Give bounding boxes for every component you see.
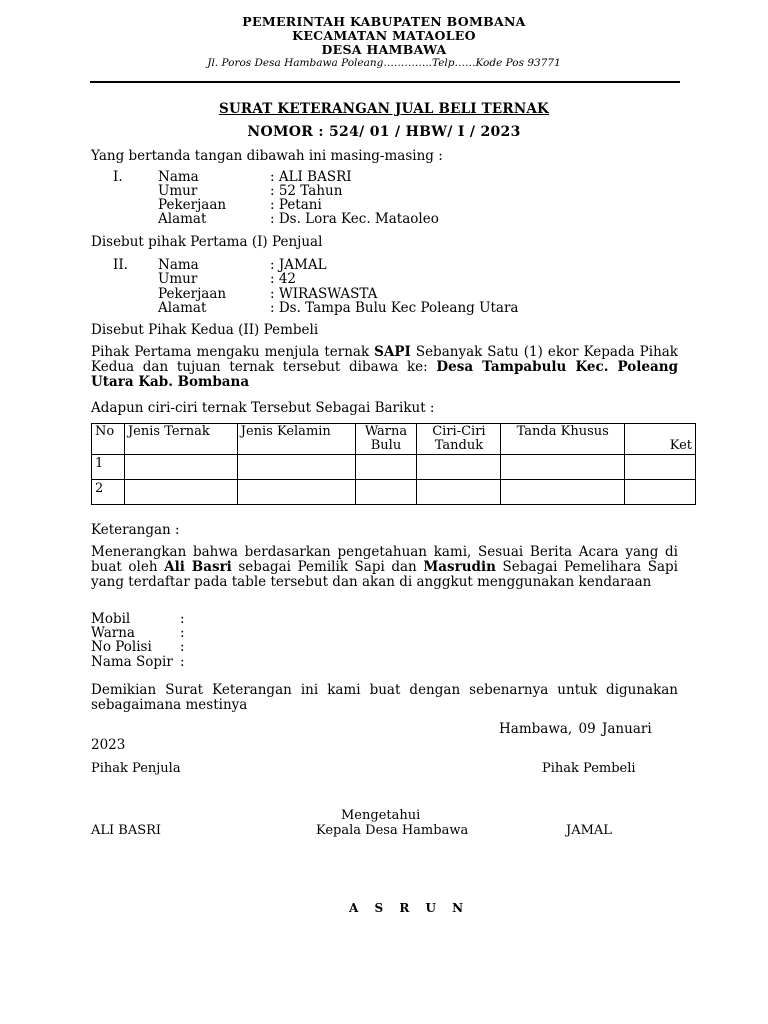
party-one-address-value: : Ds. Lora Kec. Mataoleo: [270, 211, 439, 227]
buyer-name: JAMAL: [566, 823, 612, 838]
table-cell: [417, 480, 501, 505]
table-cell: [501, 480, 625, 505]
party-one-numeral: I.: [113, 169, 123, 185]
vehicle-car-colon: :: [180, 611, 185, 627]
vehicle-car-label: Mobil: [91, 611, 131, 627]
table-cell: [417, 455, 501, 480]
notes-text-2: sebagai Pemilik Sapi dan: [231, 559, 424, 575]
seller-name: ALI BASRI: [91, 823, 162, 838]
notes-owner-name: Ali Basri: [164, 559, 232, 575]
statement-livestock: SAPI: [374, 344, 411, 360]
table-cell: [124, 455, 237, 480]
col-header-no: No: [92, 424, 125, 455]
party-one-job-label: Pekerjaan: [158, 197, 227, 213]
notes-label: Keterangan :: [91, 522, 180, 538]
col-header-livestock-type: Jenis Ternak: [124, 424, 237, 455]
party-two-address-label: Alamat: [158, 300, 207, 316]
statement-text-1: Pihak Pertama mengaku menjula ternak: [91, 344, 375, 360]
closing-paragraph: Demikian Surat Keterangan ini kami buat dengan sebenarnya untuk digunakan sebagaimana mestinya: [91, 682, 678, 713]
vehicle-plate-colon: :: [180, 639, 185, 655]
buyer-role: Pihak Pembeli: [542, 761, 636, 776]
table-cell: [355, 480, 417, 505]
col-header-horn: Ciri-Ciri Tanduk: [417, 424, 501, 455]
vehicle-color-colon: :: [180, 625, 185, 641]
witness-name: A S R U N: [349, 901, 470, 915]
statement-text-2: Sebanyak Satu (1) ekor Kepada Pihak Kedua dan tujuan ternak tersebut dibawa ke:: [91, 344, 678, 375]
witness-label: Mengetahui: [341, 808, 421, 823]
party-two-address-value: : Ds. Tampa Bulu Kec Poleang Utara: [270, 300, 519, 316]
notes-text-3: Sebagai Pemelihara Sapi yang terdaftar pada table tersebut dan akan di anggkut menggunakan kendaraan: [91, 559, 678, 590]
letter-number: NOMOR : 524/ 01 / HBW/ I / 2023: [247, 124, 521, 140]
party-two-job-value: : WIRASWASTA: [270, 286, 378, 302]
party-one-name-label: Nama: [158, 169, 199, 185]
table-row: [92, 455, 696, 480]
table-cell: [124, 480, 237, 505]
col-header-notes: Ket: [625, 424, 696, 455]
livestock-table: [91, 423, 696, 505]
party-two-age-value: : 42: [270, 271, 297, 287]
party-one-age-value: : 52 Tahun: [270, 183, 343, 199]
table-cell: [237, 455, 355, 480]
table-header-row: [92, 424, 696, 455]
notes-text-1: Menerangkan bahwa berdasarkan pengetahuan kami, Sesuai Berita Acara yang di buat oleh: [91, 544, 678, 575]
party-two-numeral: II.: [113, 257, 128, 273]
party-one-role: Disebut pihak Pertama (I) Penjual: [91, 234, 323, 250]
header-divider: [90, 81, 680, 83]
vehicle-plate-label: No Polisi: [91, 639, 152, 655]
place-date: Hambawa, 09 Januari: [499, 721, 652, 737]
table-cell: [355, 455, 417, 480]
table-cell: [625, 480, 696, 505]
vehicle-driver-colon: :: [180, 654, 185, 670]
header-village: DESA HAMBAWA: [321, 42, 447, 57]
party-one-name-value: : ALI BASRI: [270, 169, 352, 185]
letter-title: SURAT KETERANGAN JUAL BELI TERNAK: [219, 101, 549, 117]
col-header-sex: Jenis Kelamin: [237, 424, 355, 455]
table-cell: 2: [92, 480, 125, 505]
witness-role: Kepala Desa Hambawa: [316, 823, 469, 838]
characteristics-intro: Adapun ciri-ciri ternak Tersebut Sebagai Barikut :: [91, 400, 435, 416]
table-row: [92, 480, 696, 505]
party-two-role: Disebut Pihak Kedua (II) Pembeli: [91, 322, 319, 338]
notes-keeper-name: Masrudin: [423, 559, 496, 575]
table-cell: [625, 455, 696, 480]
party-one-job-value: : Petani: [270, 197, 322, 213]
party-two-age-label: Umur: [158, 271, 198, 287]
header-district: KECAMATAN MATAOLEO: [292, 28, 476, 43]
sale-statement: [91, 345, 678, 390]
party-two-name-label: Nama: [158, 257, 199, 273]
statement-destination: Desa Tampabulu Kec. Poleang Utara Kab. Bombana: [91, 359, 679, 390]
header-government: PEMERINTAH KABUPATEN BOMBANA: [242, 14, 526, 29]
vehicle-driver-label: Nama Sopir: [91, 654, 173, 670]
table-cell: [501, 455, 625, 480]
col-header-special-mark: Tanda Khusus: [501, 424, 625, 455]
party-one-address-label: Alamat: [158, 211, 207, 227]
notes-paragraph: [91, 545, 678, 590]
table-cell: 1: [92, 455, 125, 480]
header-address: Jl. Poros Desa Hambawa Poleang…………..Telp……Kode Pos 93771: [207, 57, 561, 69]
party-two-job-label: Pekerjaan: [158, 286, 227, 302]
table-cell: [237, 480, 355, 505]
intro-text: Yang bertanda tangan dibawah ini masing-masing :: [91, 148, 443, 164]
col-header-color: Warna Bulu: [355, 424, 417, 455]
party-one-age-label: Umur: [158, 183, 198, 199]
seller-role: Pihak Penjula: [91, 761, 181, 776]
vehicle-color-label: Warna: [91, 625, 135, 641]
party-two-name-value: : JAMAL: [270, 257, 327, 273]
date-year: 2023: [91, 737, 126, 753]
